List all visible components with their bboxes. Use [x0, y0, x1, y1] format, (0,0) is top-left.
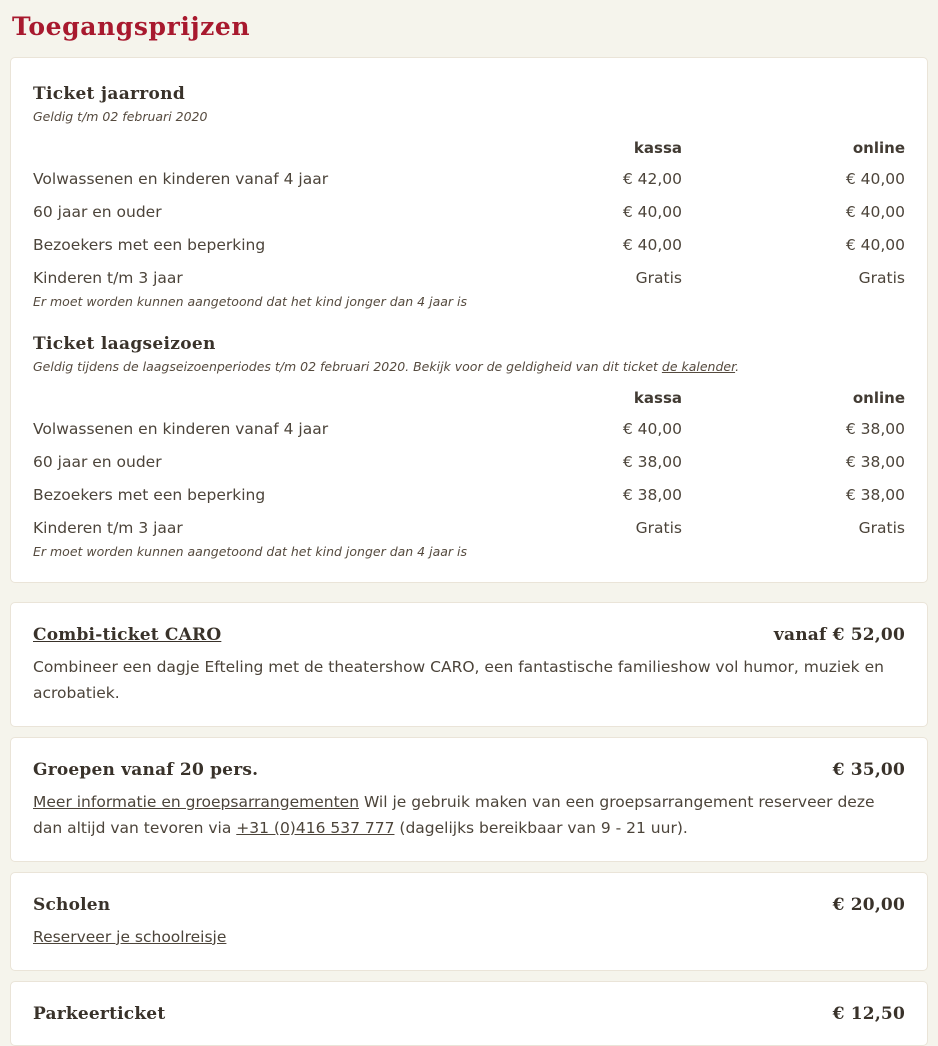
price-online: Gratis — [858, 518, 905, 537]
phone-number-link[interactable]: +31 (0)416 537 777 — [236, 818, 395, 837]
price-online: € 38,00 — [845, 452, 905, 471]
price-kassa: € 38,00 — [622, 452, 682, 471]
table-row — [33, 512, 905, 545]
price-kassa: Gratis — [635, 518, 682, 537]
offer-description — [33, 924, 905, 950]
section-heading: Ticket laagseizoen — [33, 333, 216, 354]
row-label: Bezoekers met een beperking — [33, 235, 266, 254]
offer-title — [33, 625, 221, 646]
page-title: Toegangsprijzen — [12, 12, 251, 41]
scholen-card — [10, 872, 928, 971]
combi-ticket-caro-link[interactable]: Combi-ticket CARO — [33, 624, 222, 645]
column-header-online: online — [852, 388, 905, 407]
price-kassa: € 40,00 — [622, 235, 682, 254]
table-row — [33, 446, 905, 479]
row-label: 60 jaar en ouder — [33, 202, 162, 221]
table-row — [33, 163, 905, 196]
row-label: Bezoekers met een beperking — [33, 485, 266, 504]
offer-price: € 35,00 — [832, 759, 905, 780]
row-label: 60 jaar en ouder — [33, 452, 162, 471]
validity-note — [33, 358, 905, 375]
offer-header — [33, 895, 905, 916]
row-label: Volwassenen en kinderen vanaf 4 jaar — [33, 419, 329, 438]
offer-title: Scholen — [33, 894, 111, 915]
offer-price: € 20,00 — [832, 894, 905, 915]
age-proof-note: Er moet worden kunnen aangetoond dat het kind jonger dan 4 jaar is — [33, 543, 468, 559]
offer-price: € 12,50 — [832, 1003, 905, 1024]
price-kassa: € 40,00 — [622, 419, 682, 438]
column-header-kassa: kassa — [633, 388, 682, 407]
price-kassa: € 40,00 — [622, 202, 682, 221]
column-header-online: online — [852, 138, 905, 157]
price-online: € 40,00 — [845, 235, 905, 254]
parkeerticket-card — [10, 981, 928, 1046]
price-kassa: € 38,00 — [622, 485, 682, 504]
calendar-link[interactable]: de kalender — [661, 358, 736, 374]
table-header-row — [33, 133, 905, 163]
table-row — [33, 262, 905, 295]
table-row — [33, 413, 905, 446]
price-table — [33, 383, 905, 560]
row-label: Kinderen t/m 3 jaar — [33, 518, 183, 537]
combi-ticket-caro-card — [10, 602, 928, 727]
table-row — [33, 229, 905, 262]
offer-description: Combineer een dagje Efteling met de theatershow CARO, een fantastische familieshow vol humor, muziek en acrobatiek. — [33, 657, 884, 702]
ticket-section-laagseizoen — [33, 334, 905, 560]
offer-price: vanaf € 52,00 — [773, 624, 905, 645]
row-label: Kinderen t/m 3 jaar — [33, 268, 183, 287]
table-row — [33, 479, 905, 512]
table-row — [33, 196, 905, 229]
price-online: Gratis — [858, 268, 905, 287]
column-header-kassa: kassa — [633, 138, 682, 157]
offer-header — [33, 760, 905, 781]
age-proof-note: Er moet worden kunnen aangetoond dat het kind jonger dan 4 jaar is — [33, 293, 468, 309]
groepen-card — [10, 737, 928, 862]
price-table — [33, 133, 905, 310]
row-label: Volwassenen en kinderen vanaf 4 jaar — [33, 169, 329, 188]
group-arrangements-link[interactable]: Meer informatie en groepsarrangementen — [33, 792, 360, 811]
offer-header — [33, 1004, 905, 1025]
offer-description — [33, 789, 905, 841]
price-kassa: Gratis — [635, 268, 682, 287]
price-online: € 38,00 — [845, 419, 905, 438]
school-trip-reservation-link[interactable]: Reserveer je schoolreisje — [33, 927, 227, 946]
offer-description-text: Wil je gebruik maken van een groepsarrangement reserveer deze dan altijd van tevoren via — [33, 792, 875, 837]
price-online: € 38,00 — [845, 485, 905, 504]
validity-note-period: . — [735, 358, 740, 374]
section-heading: Ticket jaarrond — [33, 83, 186, 104]
validity-note-text: Geldig tijdens de laagseizoenperiodes t/m 02 februari 2020. Bekijk voor de geldigheid van dit ticket — [33, 358, 662, 374]
admission-prices-card — [10, 57, 928, 583]
offer-title: Groepen vanaf 20 pers. — [33, 759, 259, 780]
offer-header — [33, 625, 905, 646]
offer-title: Parkeerticket — [33, 1003, 166, 1024]
offer-description-suffix: (dagelijks bereikbaar van 9 - 21 uur). — [394, 818, 688, 837]
price-online: € 40,00 — [845, 169, 905, 188]
price-kassa: € 42,00 — [622, 169, 682, 188]
price-online: € 40,00 — [845, 202, 905, 221]
ticket-section-jaarrond — [33, 84, 905, 310]
table-header-row — [33, 383, 905, 413]
validity-note: Geldig t/m 02 februari 2020 — [33, 108, 208, 124]
